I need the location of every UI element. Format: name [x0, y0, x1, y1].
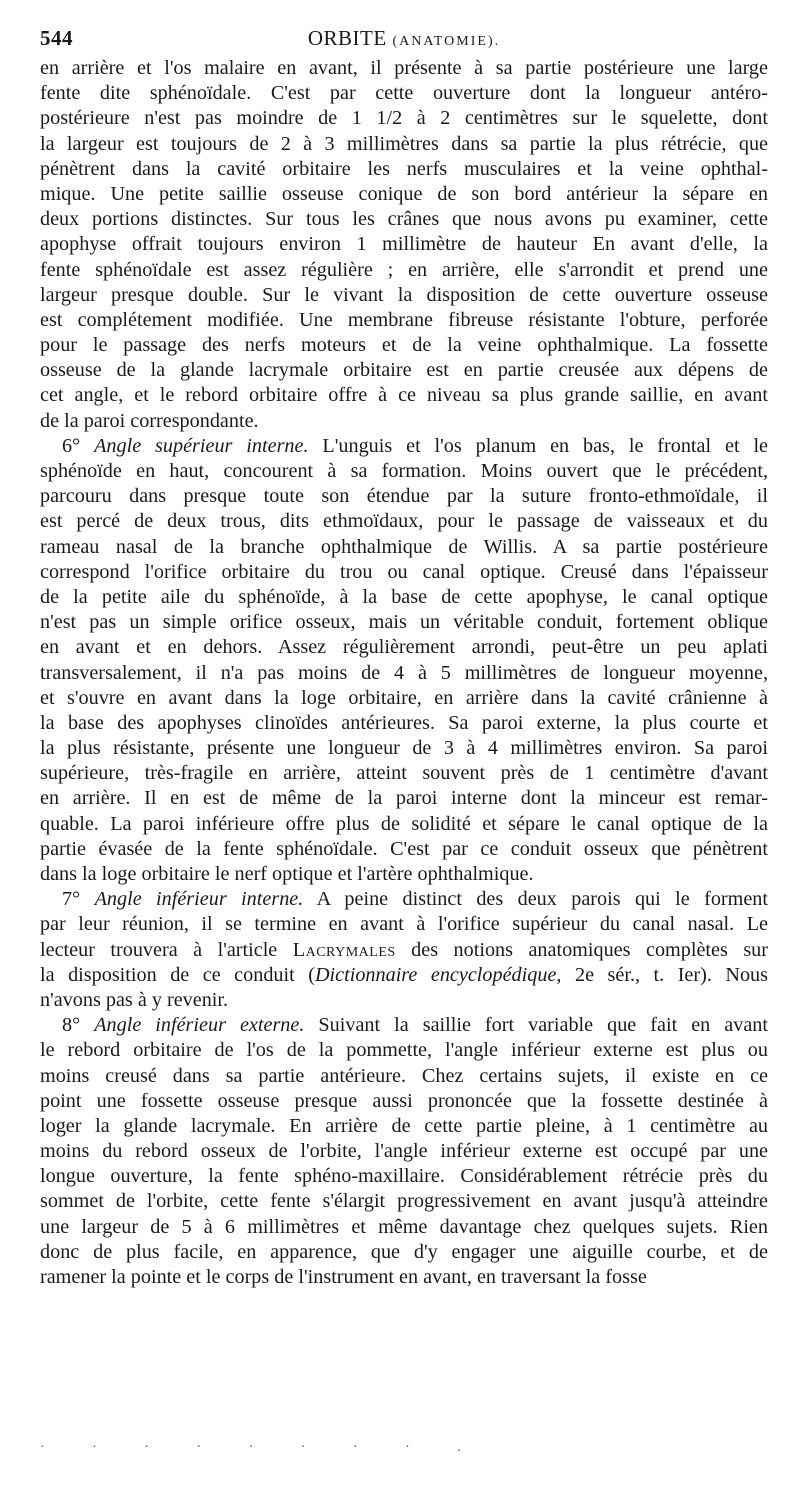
text-line: partie évasée de la fente sphénoïdale. C'est par ce conduit osseux que pénètrent	[40, 837, 768, 860]
header-title: ORBITE	[307, 26, 387, 50]
text-line: donc de plus facile, en apparence, que d'y engager une aiguille courbe, et de	[40, 1240, 768, 1263]
text-line: moins creusé dans sa partie antérieure. Chez certains sujets, il existe en ce	[40, 1064, 768, 1087]
text-line: moins du rebord osseux de l'orbite, l'angle inférieur externe est occupé par une	[40, 1140, 768, 1163]
text-line: de la petite aile du sphénoïde, à la base de cette apophyse, le canal optique	[40, 585, 768, 608]
text-line: la disposition de ce conduit (Dictionnaire encyclopédique, 2e sér., t. Ier). Nous	[40, 963, 768, 986]
running-title	[40, 26, 768, 51]
text-line: correspond l'orifice orbitaire du trou ou canal optique. Creusé dans l'épaisseur	[40, 560, 768, 583]
page-number: 544	[40, 26, 73, 50]
text-line: apophyse offrait toujours environ 1 millimètre de hauteur En avant d'elle, la	[40, 233, 768, 256]
text-line: cet angle, et le rebord orbitaire offre à ce niveau sa plus grande saillie, en avant	[40, 384, 768, 407]
text-line: pour le passage des nerfs moteurs et de la veine ophthalmique. La fossette	[40, 334, 768, 357]
text-line: postérieure n'est pas moindre de 1 1/2 à 2 centimètres sur le squelette, dont	[40, 107, 768, 130]
text-line: pénètrent dans la cavité orbitaire les nerfs musculaires et la veine ophthal-	[40, 157, 768, 180]
text-line: transversalement, il n'a pas moins de 4 à 5 millimètres de longueur moyenne,	[40, 661, 768, 684]
footer-dots: · · · · · · · · .	[40, 1440, 483, 1455]
text-line: deux portions distinctes. Sur tous les crânes que nous avons pu examiner, cette	[40, 208, 768, 231]
text-line: la plus résistante, présente une longueur de 3 à 4 millimètres environ. Sa paroi	[40, 737, 768, 760]
text-line: dans la loge orbitaire le nerf optique et l'artère ophthalmique.	[40, 863, 534, 885]
text-line: est complétement modifiée. Une membrane fibreuse résistante l'obture, perforée	[40, 308, 768, 331]
paragraph	[40, 56, 768, 434]
text-line: 8° Angle inférieur externe. Suivant la saillie fort variable que fait en avant	[62, 1014, 768, 1037]
text-line: rameau nasal de la branche ophthalmique de Willis. A sa partie postérieure	[40, 535, 768, 558]
text-line: n'est pas un simple orifice osseux, mais un véritable conduit, fortement oblique	[40, 611, 768, 634]
text-line: sphénoïde en haut, concourent à sa formation. Moins ouvert que le précédent,	[40, 460, 768, 482]
text-line: longue ouverture, la fente sphéno-maxillaire. Considérablement rétrécie près du	[40, 1165, 768, 1188]
text-line: loger la glande lacrymale. En arrière de cette partie pleine, à 1 centimètre au	[40, 1114, 768, 1137]
text-line: supérieure, très-fragile en arrière, atteint souvent près de 1 centimètre d'avant	[40, 762, 768, 785]
text-line: une largeur de 5 à 6 millimètres et même davantage chez quelques sujets. Rien	[40, 1215, 768, 1238]
page	[40, 22, 768, 1290]
text-line: la base des apophyses clinoïdes antérieures. Sa paroi externe, la plus courte et	[40, 711, 768, 734]
text-line: en avant et en dehors. Assez régulièrement arrondi, peut-être un peu aplati	[40, 636, 768, 659]
paragraph	[40, 887, 768, 1013]
body-text	[40, 56, 768, 1290]
text-line: sommet de l'orbite, cette fente s'élargit progressivement en avant jusqu'à atteindre	[40, 1190, 768, 1213]
text-line: en arrière. Il en est de même de la paroi interne dont la minceur est remar-	[40, 787, 768, 810]
text-line: osseuse de la glande lacrymale orbitaire est en partie creusée aux dépens de	[40, 359, 768, 382]
text-line: la largeur est toujours de 2 à 3 millimètres dans sa partie la plus rétrécie, que	[40, 132, 768, 155]
paragraph	[40, 434, 768, 887]
text-line: est percé de deux trous, dits ethmoïdaux, pour le passage de vaisseaux et du	[40, 510, 768, 533]
text-line: le rebord orbitaire de l'os de la pommette, l'angle inférieur externe est plus ou	[40, 1039, 768, 1062]
text-line: lecteur trouvera à l'article Lacrymales des notions anatomiques complètes sur	[40, 938, 768, 961]
text-line: en arrière et l'os malaire en avant, il présente à sa partie postérieure une large	[40, 57, 768, 79]
text-line: 7° Angle inférieur interne. A peine distinct des deux parois qui le forment	[62, 888, 768, 911]
text-line: point une fossette osseuse presque aussi prononcée que la fossette destinée à	[40, 1089, 768, 1112]
running-header	[40, 22, 768, 56]
text-line: parcouru dans presque toute son étendue par la suture fronto-ethmoïdale, il	[40, 485, 768, 508]
text-line: ramener la pointe et le corps de l'instrument en avant, en traversant la fosse	[40, 1266, 647, 1288]
text-line: par leur réunion, il se termine en avant à l'orifice supérieur du canal nasal. Le	[40, 913, 768, 936]
text-line: fente dite sphénoïdale. C'est par cette ouverture dont la longueur antéro-	[40, 82, 768, 105]
text-line: quable. La paroi inférieure offre plus de solidité et sépare le canal optique de la	[40, 812, 768, 835]
text-line: 6° Angle supérieur interne. L'unguis et l'os planum en bas, le frontal et le	[62, 434, 768, 457]
text-line: fente sphénoïdale est assez régulière ; en arrière, elle s'arrondit et prend une	[40, 258, 768, 281]
header-subtitle: (ANATOMIE).	[392, 34, 501, 49]
text-line: largeur presque double. Sur le vivant la disposition de cette ouverture osseuse	[40, 283, 768, 306]
paragraph	[40, 1013, 768, 1290]
text-line: n'avons pas à y revenir.	[40, 988, 229, 1011]
text-line: et s'ouvre en avant dans la loge orbitaire, en arrière dans la cavité crânienne à	[40, 686, 768, 709]
text-line: mique. Une petite saillie osseuse conique de son bord antérieur la sépare en	[40, 182, 768, 205]
text-line: de la paroi correspondante.	[40, 409, 259, 432]
